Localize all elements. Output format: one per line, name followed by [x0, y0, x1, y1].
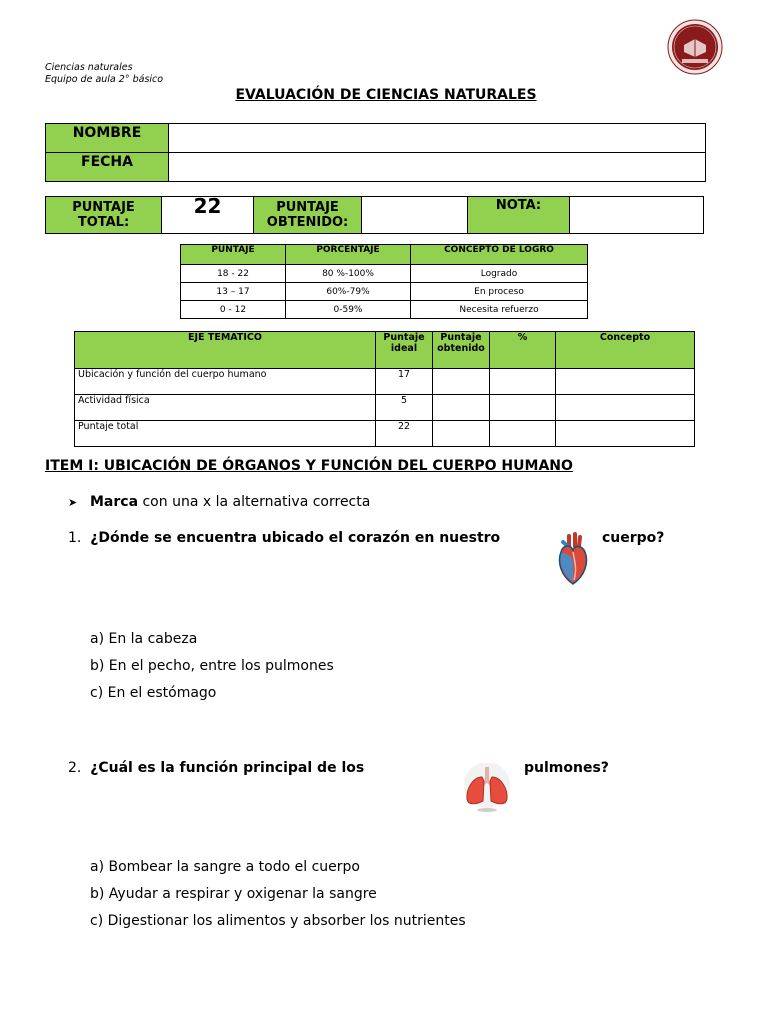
ideal-score-cell: 5: [376, 395, 433, 421]
option-2a[interactable]: a) Bombear la sangre a todo el cuerpo: [90, 859, 360, 875]
date-label: FECHA: [46, 153, 169, 182]
option-1b[interactable]: b) En el pecho, entre los pulmones: [90, 658, 334, 674]
document-title: EVALUACIÓN DE CIENCIAS NATURALES: [235, 87, 537, 103]
subject-line: Ciencias naturales: [45, 62, 133, 73]
question-2: 2. ¿Cuál es la función principal de los: [68, 760, 365, 776]
percent-cell[interactable]: [490, 369, 556, 395]
arrow-bullet-icon: ➤: [68, 496, 78, 509]
table-cell: 13 – 17: [181, 283, 286, 301]
concept-cell[interactable]: [556, 369, 695, 395]
obtained-score-cell[interactable]: [433, 421, 490, 447]
obtained-score-cell[interactable]: [433, 395, 490, 421]
topic-cell: Puntaje total: [75, 421, 376, 447]
concept-header: Concepto: [556, 332, 695, 369]
team-line: Equipo de aula 2° básico: [45, 74, 164, 85]
question-1-end: cuerpo?: [602, 530, 665, 546]
school-seal-icon: [667, 19, 723, 75]
obtained-score-field[interactable]: [362, 197, 468, 234]
table-row: [181, 283, 588, 301]
concept-cell[interactable]: [556, 395, 695, 421]
ideal-score-cell: 22: [376, 421, 433, 447]
heart-icon: [555, 530, 591, 588]
student-info-table: [45, 123, 706, 182]
table-cell: 60%-79%: [286, 283, 411, 301]
obtained-score-label: PUNTAJE OBTENIDO:: [254, 197, 362, 234]
option-1c[interactable]: c) En el estómago: [90, 685, 217, 701]
name-label: NOMBRE: [46, 124, 169, 153]
option-2c[interactable]: c) Digestionar los alimentos y absorber los nutrientes: [90, 913, 466, 929]
topic-cell: Actividad física: [75, 395, 376, 421]
achievement-header: PORCENTAJE: [286, 245, 411, 265]
table-row: [75, 395, 695, 421]
achievement-header: CONCEPTO DE LOGRO: [411, 245, 588, 265]
concept-cell[interactable]: [556, 421, 695, 447]
question-2-end: pulmones?: [524, 760, 609, 776]
obtained-score-header: Puntaje obtenido: [433, 332, 490, 369]
table-row: [181, 301, 588, 319]
table-row: [75, 421, 695, 447]
table-cell: 0-59%: [286, 301, 411, 319]
topic-header: EJE TEMATICO: [75, 332, 376, 369]
percent-cell[interactable]: [490, 421, 556, 447]
table-cell: Necesita refuerzo: [411, 301, 588, 319]
grade-label: NOTA:: [468, 197, 570, 234]
total-score-value: 22: [162, 197, 254, 234]
achievement-header: PUNTAJE: [181, 245, 286, 265]
question-1: 1. ¿Dónde se encuentra ubicado el corazón en nuestro: [68, 530, 501, 546]
percent-header: %: [490, 332, 556, 369]
obtained-score-cell[interactable]: [433, 369, 490, 395]
item-title: ITEM I: UBICACIÓN DE ÓRGANOS Y FUNCIÓN DEL CUERPO HUMANO: [45, 458, 573, 474]
date-field[interactable]: [169, 153, 706, 182]
header-info: [45, 62, 163, 86]
table-cell: 18 - 22: [181, 265, 286, 283]
table-cell: Logrado: [411, 265, 588, 283]
table-cell: 80 %-100%: [286, 265, 411, 283]
name-field[interactable]: [169, 124, 706, 153]
achievement-table: [180, 244, 588, 319]
ideal-score-header: Puntaje ideal: [376, 332, 433, 369]
topic-table: [74, 331, 695, 447]
grade-field[interactable]: [570, 197, 704, 234]
option-2b[interactable]: b) Ayudar a respirar y oxigenar la sangre: [90, 886, 377, 902]
table-cell: 0 - 12: [181, 301, 286, 319]
score-table: [45, 196, 704, 234]
ideal-score-cell: 17: [376, 369, 433, 395]
table-row: [181, 265, 588, 283]
option-1a[interactable]: a) En la cabeza: [90, 631, 198, 647]
table-row: [75, 369, 695, 395]
percent-cell[interactable]: [490, 395, 556, 421]
topic-cell: Ubicación y función del cuerpo humano: [75, 369, 376, 395]
total-score-label: PUNTAJE TOTAL:: [46, 197, 162, 234]
school-logo: [667, 19, 723, 75]
table-cell: En proceso: [411, 283, 588, 301]
lungs-icon: [463, 763, 511, 813]
instruction: ➤ Marca con una x la alternativa correcta: [68, 494, 371, 510]
